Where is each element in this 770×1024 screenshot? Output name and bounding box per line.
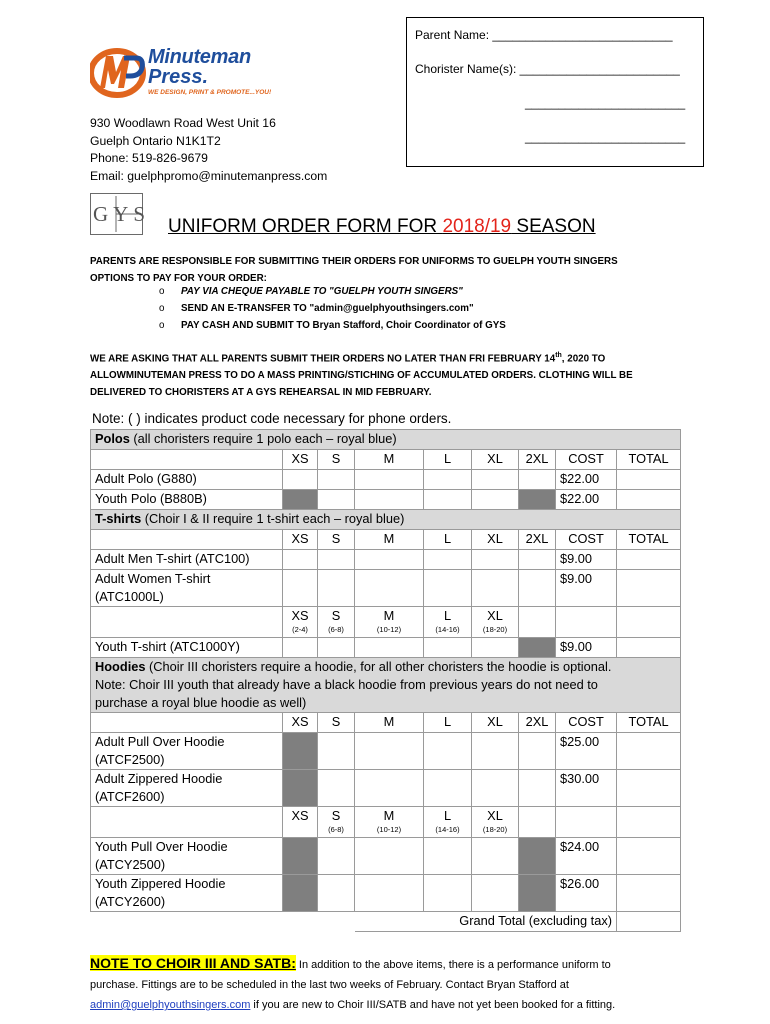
qty-cell[interactable] <box>318 638 355 658</box>
qty-cell[interactable] <box>318 838 355 875</box>
qty-cell[interactable] <box>283 570 318 607</box>
grand-total-row <box>91 912 681 932</box>
title-season: SEASON <box>511 216 596 237</box>
qty-cell[interactable] <box>472 733 519 770</box>
total-cell[interactable] <box>617 470 681 490</box>
qty-cell[interactable] <box>355 770 424 807</box>
choir-iii-note-text: purchase. Fittings are to be scheduled in the last two weeks of February. Contact Bryan Stafford at <box>90 979 569 991</box>
deadline-line: , 2020 TO <box>561 353 606 365</box>
section-row-polos <box>91 430 681 450</box>
qty-cell[interactable] <box>424 733 472 770</box>
youth-size-l: L (14-16) <box>424 607 472 638</box>
qty-cell[interactable] <box>424 570 472 607</box>
qty-cell[interactable] <box>424 470 472 490</box>
deadline-sup: th <box>555 352 562 359</box>
table-row <box>91 638 681 658</box>
logo-word-press: Press. <box>148 66 209 88</box>
logo-tagline: WE DESIGN, PRINT & PROMOTE...YOU! <box>148 89 272 96</box>
payment-option-text: PAY CASH AND SUBMIT TO Bryan Stafford, Choir Coordinator of GYS <box>181 320 506 331</box>
cost-cell: $9.00 <box>556 550 617 570</box>
unavailable-cell <box>283 733 318 770</box>
choir-iii-note-text: In addition to the above items, there is a performance uniform to <box>295 959 611 971</box>
item-adult-men-tshirt: Adult Men T-shirt (ATC100) <box>91 550 283 570</box>
qty-cell[interactable] <box>472 470 519 490</box>
total-cell[interactable] <box>617 550 681 570</box>
header-total: TOTAL <box>617 450 681 470</box>
header-2xl: 2XL <box>519 713 556 733</box>
header-row <box>91 530 681 550</box>
qty-cell[interactable] <box>355 875 424 912</box>
choir-iii-note-text: if you are new to Choir III/SATB and have not yet been booked for a fitting. <box>250 999 616 1011</box>
youth-size-xs: XS (2-4) <box>283 607 318 638</box>
qty-cell[interactable] <box>318 470 355 490</box>
bullet: o <box>159 303 165 314</box>
gys-logo-text: GYS <box>93 202 151 226</box>
title-text: UNIFORM ORDER FORM FOR <box>168 216 443 237</box>
admin-email-link[interactable]: admin@guelphyouthsingers.com <box>90 999 251 1011</box>
qty-cell[interactable] <box>424 838 472 875</box>
address-email: Email: guelphpromo@minutemanpress.com <box>90 168 328 183</box>
responsibility-text <box>90 253 618 287</box>
unavailable-cell <box>519 490 556 510</box>
qty-cell[interactable] <box>355 490 424 510</box>
youth-size-header-row <box>91 607 681 638</box>
page-title <box>168 216 596 238</box>
order-form-table <box>90 429 681 932</box>
payment-option <box>159 320 506 331</box>
header-cost: COST <box>556 450 617 470</box>
cost-cell: $22.00 <box>556 470 617 490</box>
qty-cell[interactable] <box>318 550 355 570</box>
qty-cell[interactable] <box>355 550 424 570</box>
qty-cell[interactable] <box>318 490 355 510</box>
qty-cell[interactable] <box>424 550 472 570</box>
table-row <box>91 490 681 510</box>
mp-logo-icon <box>90 44 148 100</box>
table-row <box>91 770 681 807</box>
header-xl: XL <box>472 530 519 550</box>
minuteman-press-logo <box>90 44 290 100</box>
youth-size-l: L (14-16) <box>424 807 472 838</box>
grand-total-label: Grand Total (excluding tax) <box>355 912 617 932</box>
payment-option <box>159 303 474 314</box>
youth-size-xl: XL (18-20) <box>472 807 519 838</box>
bullet: o <box>159 320 165 331</box>
header-total: TOTAL <box>617 530 681 550</box>
unavailable-cell <box>519 875 556 912</box>
cost-cell: $9.00 <box>556 570 617 607</box>
address-line: Guelph Ontario N1K1T2 <box>90 133 221 148</box>
company-address <box>90 115 327 185</box>
table-row <box>91 550 681 570</box>
unavailable-cell <box>283 838 318 875</box>
unavailable-cell <box>283 490 318 510</box>
qty-cell[interactable] <box>519 470 556 490</box>
header-l: L <box>424 713 472 733</box>
section-header-polos: Polos (all choristers require 1 polo each – royal blue) <box>91 430 681 450</box>
item-youth-zippered-hoodie: Youth Zippered Hoodie (ATCY2600) <box>91 875 283 912</box>
qty-cell[interactable] <box>424 770 472 807</box>
address-phone: Phone: 519-826-9679 <box>90 151 208 165</box>
header-row <box>91 450 681 470</box>
responsibility-line: PARENTS ARE RESPONSIBLE FOR SUBMITTING THEIR ORDERS FOR UNIFORMS TO GUELPH YOUTH SINGERS <box>90 256 618 267</box>
youth-size-s: S (6-8) <box>318 607 355 638</box>
table-row <box>91 570 681 607</box>
youth-size-m: M (10-12) <box>355 607 424 638</box>
cost-cell: $30.00 <box>556 770 617 807</box>
qty-cell[interactable] <box>519 570 556 607</box>
youth-size-xl: XL (18-20) <box>472 607 519 638</box>
item-youth-polo: Youth Polo (B880B) <box>91 490 283 510</box>
qty-cell[interactable] <box>424 490 472 510</box>
item-adult-zippered-hoodie: Adult Zippered Hoodie (ATCF2600) <box>91 770 283 807</box>
section-row-tshirts <box>91 510 681 530</box>
chorister-name-field[interactable]: Chorister Name(s): ________________________ <box>415 62 680 76</box>
qty-cell[interactable] <box>318 770 355 807</box>
header-xs: XS <box>283 530 318 550</box>
qty-cell[interactable] <box>355 733 424 770</box>
qty-cell[interactable] <box>283 470 318 490</box>
item-adult-pullover-hoodie: Adult Pull Over Hoodie (ATCF2500) <box>91 733 283 770</box>
cost-cell: $24.00 <box>556 838 617 875</box>
header-m: M <box>355 450 424 470</box>
header-s: S <box>318 713 355 733</box>
total-cell[interactable] <box>617 570 681 607</box>
address-line: 930 Woodlawn Road West Unit 16 <box>90 116 276 130</box>
header-xl: XL <box>472 450 519 470</box>
unavailable-cell <box>519 638 556 658</box>
unavailable-cell <box>283 770 318 807</box>
header-l: L <box>424 530 472 550</box>
deadline-line: WE ARE ASKING THAT ALL PARENTS SUBMIT THEIR ORDERS NO LATER THAN FRI FEBRUARY 14 <box>90 353 556 365</box>
header-2xl: 2XL <box>519 530 556 550</box>
qty-cell[interactable] <box>318 875 355 912</box>
choir-iii-note-heading: NOTE TO CHOIR III AND SATB: <box>90 955 296 971</box>
section-row-hoodies <box>91 658 681 713</box>
payment-option-text: SEND AN E-TRANSFER TO "admin@guelphyouthsingers.com" <box>181 303 474 314</box>
header-m: M <box>355 530 424 550</box>
header-row <box>91 713 681 733</box>
item-adult-polo: Adult Polo (G880) <box>91 470 283 490</box>
item-youth-tshirt: Youth T-shirt (ATC1000Y) <box>91 638 283 658</box>
header-cost: COST <box>556 530 617 550</box>
title-season-year: 2018/19 <box>442 216 512 237</box>
youth-size-xs: XS <box>283 807 318 838</box>
chorister-name-field-2[interactable]: ________________________ <box>525 96 686 110</box>
cost-cell: $22.00 <box>556 490 617 510</box>
youth-size-m: M (10-12) <box>355 807 424 838</box>
cost-cell: $25.00 <box>556 733 617 770</box>
qty-cell[interactable] <box>472 550 519 570</box>
header-m: M <box>355 713 424 733</box>
youth-size-s: S (6-8) <box>318 807 355 838</box>
section-header-tshirts: T-shirts (Choir I & II require 1 t-shirt each – royal blue) <box>91 510 681 530</box>
qty-cell[interactable] <box>472 838 519 875</box>
unavailable-cell <box>519 838 556 875</box>
qty-cell[interactable] <box>519 550 556 570</box>
table-row <box>91 875 681 912</box>
logo-word-minuteman: Minuteman <box>148 46 251 68</box>
item-adult-women-tshirt: Adult Women T-shirt (ATC1000L) <box>91 570 283 607</box>
qty-cell[interactable] <box>472 875 519 912</box>
parent-info-box <box>406 17 704 167</box>
total-cell[interactable] <box>617 490 681 510</box>
qty-cell[interactable] <box>472 490 519 510</box>
qty-cell[interactable] <box>355 570 424 607</box>
cost-cell: $9.00 <box>556 638 617 658</box>
qty-cell[interactable] <box>355 838 424 875</box>
header-xs: XS <box>283 713 318 733</box>
payment-option <box>159 286 463 297</box>
deadline-line: DELIVERED TO CHORISTERS AT A GYS REHEARSAL IN MID FEBRUARY. <box>90 387 432 399</box>
chorister-name-field-3[interactable]: ________________________ <box>525 130 686 144</box>
header-s: S <box>318 530 355 550</box>
header-s: S <box>318 450 355 470</box>
table-row <box>91 733 681 770</box>
phone-order-note: Note: ( ) indicates product code necessary for phone orders. <box>92 411 452 426</box>
table-row <box>91 470 681 490</box>
qty-cell[interactable] <box>519 733 556 770</box>
payment-options-heading: OPTIONS TO PAY FOR YOUR ORDER: <box>90 273 267 284</box>
qty-cell[interactable] <box>472 770 519 807</box>
cost-cell: $26.00 <box>556 875 617 912</box>
unavailable-cell <box>283 875 318 912</box>
qty-cell[interactable] <box>355 638 424 658</box>
section-header-hoodies: Hoodies (Choir III choristers require a hoodie, for all other choristers the hoodie is optional. Note: Choir III youth that already have a black hoodie from previous years do not need to purchase a royal blue hoodie as well) <box>91 658 681 713</box>
qty-cell[interactable] <box>424 875 472 912</box>
qty-cell[interactable] <box>355 470 424 490</box>
gys-logo <box>90 193 151 235</box>
header-l: L <box>424 450 472 470</box>
qty-cell[interactable] <box>318 733 355 770</box>
header-xl: XL <box>472 713 519 733</box>
header-xs: XS <box>283 450 318 470</box>
header-total: TOTAL <box>617 713 681 733</box>
table-row <box>91 838 681 875</box>
deadline-line: ALLOWMINUTEMAN PRESS TO DO A MASS PRINTING/STICHING OF ACCUMULATED ORDERS. CLOTHING WILL BE <box>90 370 633 382</box>
qty-cell[interactable] <box>472 638 519 658</box>
youth-size-header-row <box>91 807 681 838</box>
total-cell[interactable] <box>617 838 681 875</box>
deadline-text <box>90 347 633 401</box>
header-cost: COST <box>556 713 617 733</box>
total-cell[interactable] <box>617 638 681 658</box>
qty-cell[interactable] <box>424 638 472 658</box>
qty-cell[interactable] <box>472 570 519 607</box>
qty-cell[interactable] <box>519 770 556 807</box>
total-cell[interactable] <box>617 875 681 912</box>
choir-iii-note <box>90 953 690 1015</box>
payment-option-text: PAY VIA CHEQUE PAYABLE TO "GUELPH YOUTH SINGERS" <box>181 286 463 297</box>
total-cell[interactable] <box>617 733 681 770</box>
qty-cell[interactable] <box>283 638 318 658</box>
bullet: o <box>159 286 165 297</box>
item-youth-pullover-hoodie: Youth Pull Over Hoodie (ATCY2500) <box>91 838 283 875</box>
total-cell[interactable] <box>617 770 681 807</box>
qty-cell[interactable] <box>283 550 318 570</box>
qty-cell[interactable] <box>318 570 355 607</box>
header-2xl: 2XL <box>519 450 556 470</box>
parent-name-field[interactable]: Parent Name: ___________________________ <box>415 28 673 42</box>
grand-total-cell[interactable] <box>617 912 681 932</box>
